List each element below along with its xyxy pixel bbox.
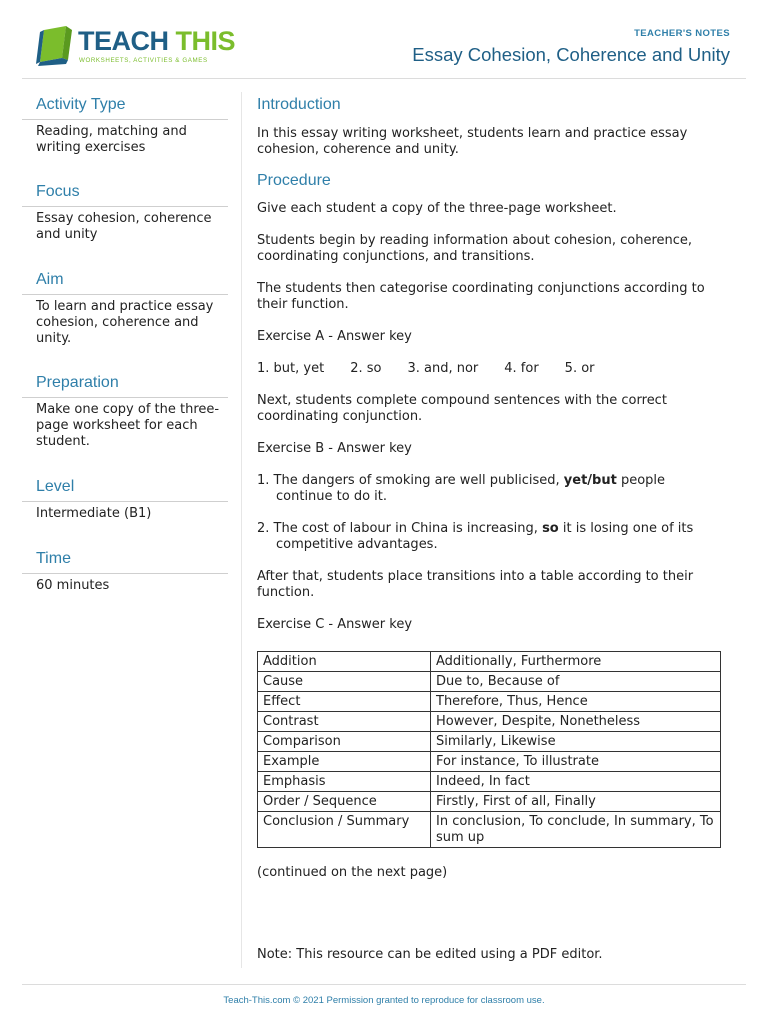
- sidebar-heading: Level: [36, 478, 75, 495]
- procedure-heading: Procedure: [257, 172, 331, 189]
- page-header: [0, 0, 768, 80]
- sidebar-rule: [22, 294, 228, 295]
- procedure-paragraph: After that, students place transitions into a table according to their function.: [257, 569, 694, 600]
- sidebar-rule: [22, 397, 228, 398]
- sidebar-text: Make one copy of the three-page worksheet for each student.: [36, 402, 220, 449]
- sidebar-section-level: [22, 476, 228, 548]
- sidebar-section-activity-type: [22, 94, 228, 181]
- exercise-c-label: Exercise C - Answer key: [257, 617, 413, 632]
- answer-item: 1. but, yet: [257, 361, 325, 376]
- list-item: 1. The dangers of smoking are well publicised, yet/but people continue to do it.: [257, 473, 666, 504]
- answer-item: 4. for: [504, 361, 539, 376]
- introduction-heading: Introduction: [257, 96, 341, 113]
- footer-divider: [22, 984, 746, 985]
- sidebar-rule: [22, 501, 228, 502]
- column-divider: [241, 92, 242, 968]
- sidebar-text: Reading, matching and writing exercises: [36, 124, 187, 155]
- table-row: Example For instance, To illustrate: [258, 752, 721, 772]
- introduction-text: In this essay writing worksheet, students learn and practice essay cohesion, coherence and unity.: [257, 126, 688, 157]
- logo-tagline: WORKSHEETS, ACTIVITIES & GAMES: [79, 57, 208, 64]
- sidebar-text: 60 minutes: [36, 578, 110, 593]
- answer-bold: so: [542, 521, 559, 536]
- exercise-b-label: Exercise B - Answer key: [257, 441, 412, 456]
- sidebar-heading: Aim: [36, 271, 64, 288]
- book-icon: [36, 24, 76, 68]
- table-row: Contrast However, Despite, Nonetheless: [258, 712, 721, 732]
- main-content: [257, 94, 721, 963]
- answer-item: 5. or: [564, 361, 595, 376]
- table-row: Cause Due to, Because of: [258, 672, 721, 692]
- answer-item: 2. so: [350, 361, 382, 376]
- continued-note: (continued on the next page): [257, 865, 448, 880]
- page-title: Essay Cohesion, Coherence and Unity: [412, 44, 730, 65]
- sidebar-rule: [22, 573, 228, 574]
- table-row: Comparison Similarly, Likewise: [258, 732, 721, 752]
- table-row: Addition Additionally, Furthermore: [258, 652, 721, 672]
- sidebar-section-time: [22, 548, 228, 598]
- procedure-paragraph: Next, students complete compound sentences with the correct coordinating conjunction.: [257, 393, 667, 424]
- sidebar-heading: Focus: [36, 183, 80, 200]
- sidebar-rule: [22, 119, 228, 120]
- teachers-notes-label: TEACHER'S NOTES: [634, 28, 730, 39]
- sidebar-heading: Time: [36, 550, 71, 567]
- list-item: 2. The cost of labour in China is increasing, so it is losing one of its competitive advantages.: [257, 521, 694, 552]
- exercise-a-label: Exercise A - Answer key: [257, 329, 412, 344]
- procedure-paragraph: Students begin by reading information about cohesion, coherence, coordinating conjunctions, and transitions.: [257, 233, 693, 264]
- sidebar-section-preparation: [22, 372, 228, 476]
- answer-bold: yet/but: [563, 473, 617, 488]
- sidebar-heading: Activity Type: [36, 96, 126, 113]
- answer-item: 3. and, nor: [407, 361, 479, 376]
- table-row: Order / Sequence Firstly, First of all, Finally: [258, 792, 721, 812]
- exercise-a-answers: [257, 361, 721, 377]
- sidebar: [22, 94, 228, 598]
- sidebar-text: To learn and practice essay cohesion, coherence and unity.: [36, 299, 214, 346]
- procedure-paragraph: Give each student a copy of the three-page worksheet.: [257, 201, 617, 216]
- table-row: Emphasis Indeed, In fact: [258, 772, 721, 792]
- logo-wordmark: TEACH THIS: [78, 26, 236, 56]
- footer-copyright: Teach-This.com © 2021 Permission granted to reproduce for classroom use.: [223, 995, 545, 1006]
- sidebar-rule: [22, 206, 228, 207]
- table-row: Conclusion / Summary In conclusion, To conclude, In summary, To sum up: [258, 812, 721, 848]
- exercise-c-table: [257, 651, 721, 848]
- sidebar-text: Intermediate (B1): [36, 506, 152, 521]
- header-divider: [22, 78, 746, 79]
- pdf-editor-note: Note: This resource can be edited using a PDF editor.: [257, 947, 603, 962]
- sidebar-heading: Preparation: [36, 374, 119, 391]
- teach-this-logo[interactable]: [36, 24, 236, 72]
- procedure-paragraph: The students then categorise coordinating conjunctions according to their function.: [257, 281, 705, 312]
- exercise-b-answers: [257, 473, 721, 553]
- sidebar-section-focus: [22, 181, 228, 269]
- table-row: Effect Therefore, Thus, Hence: [258, 692, 721, 712]
- sidebar-text: Essay cohesion, coherence and unity: [36, 211, 212, 242]
- sidebar-section-aim: [22, 269, 228, 372]
